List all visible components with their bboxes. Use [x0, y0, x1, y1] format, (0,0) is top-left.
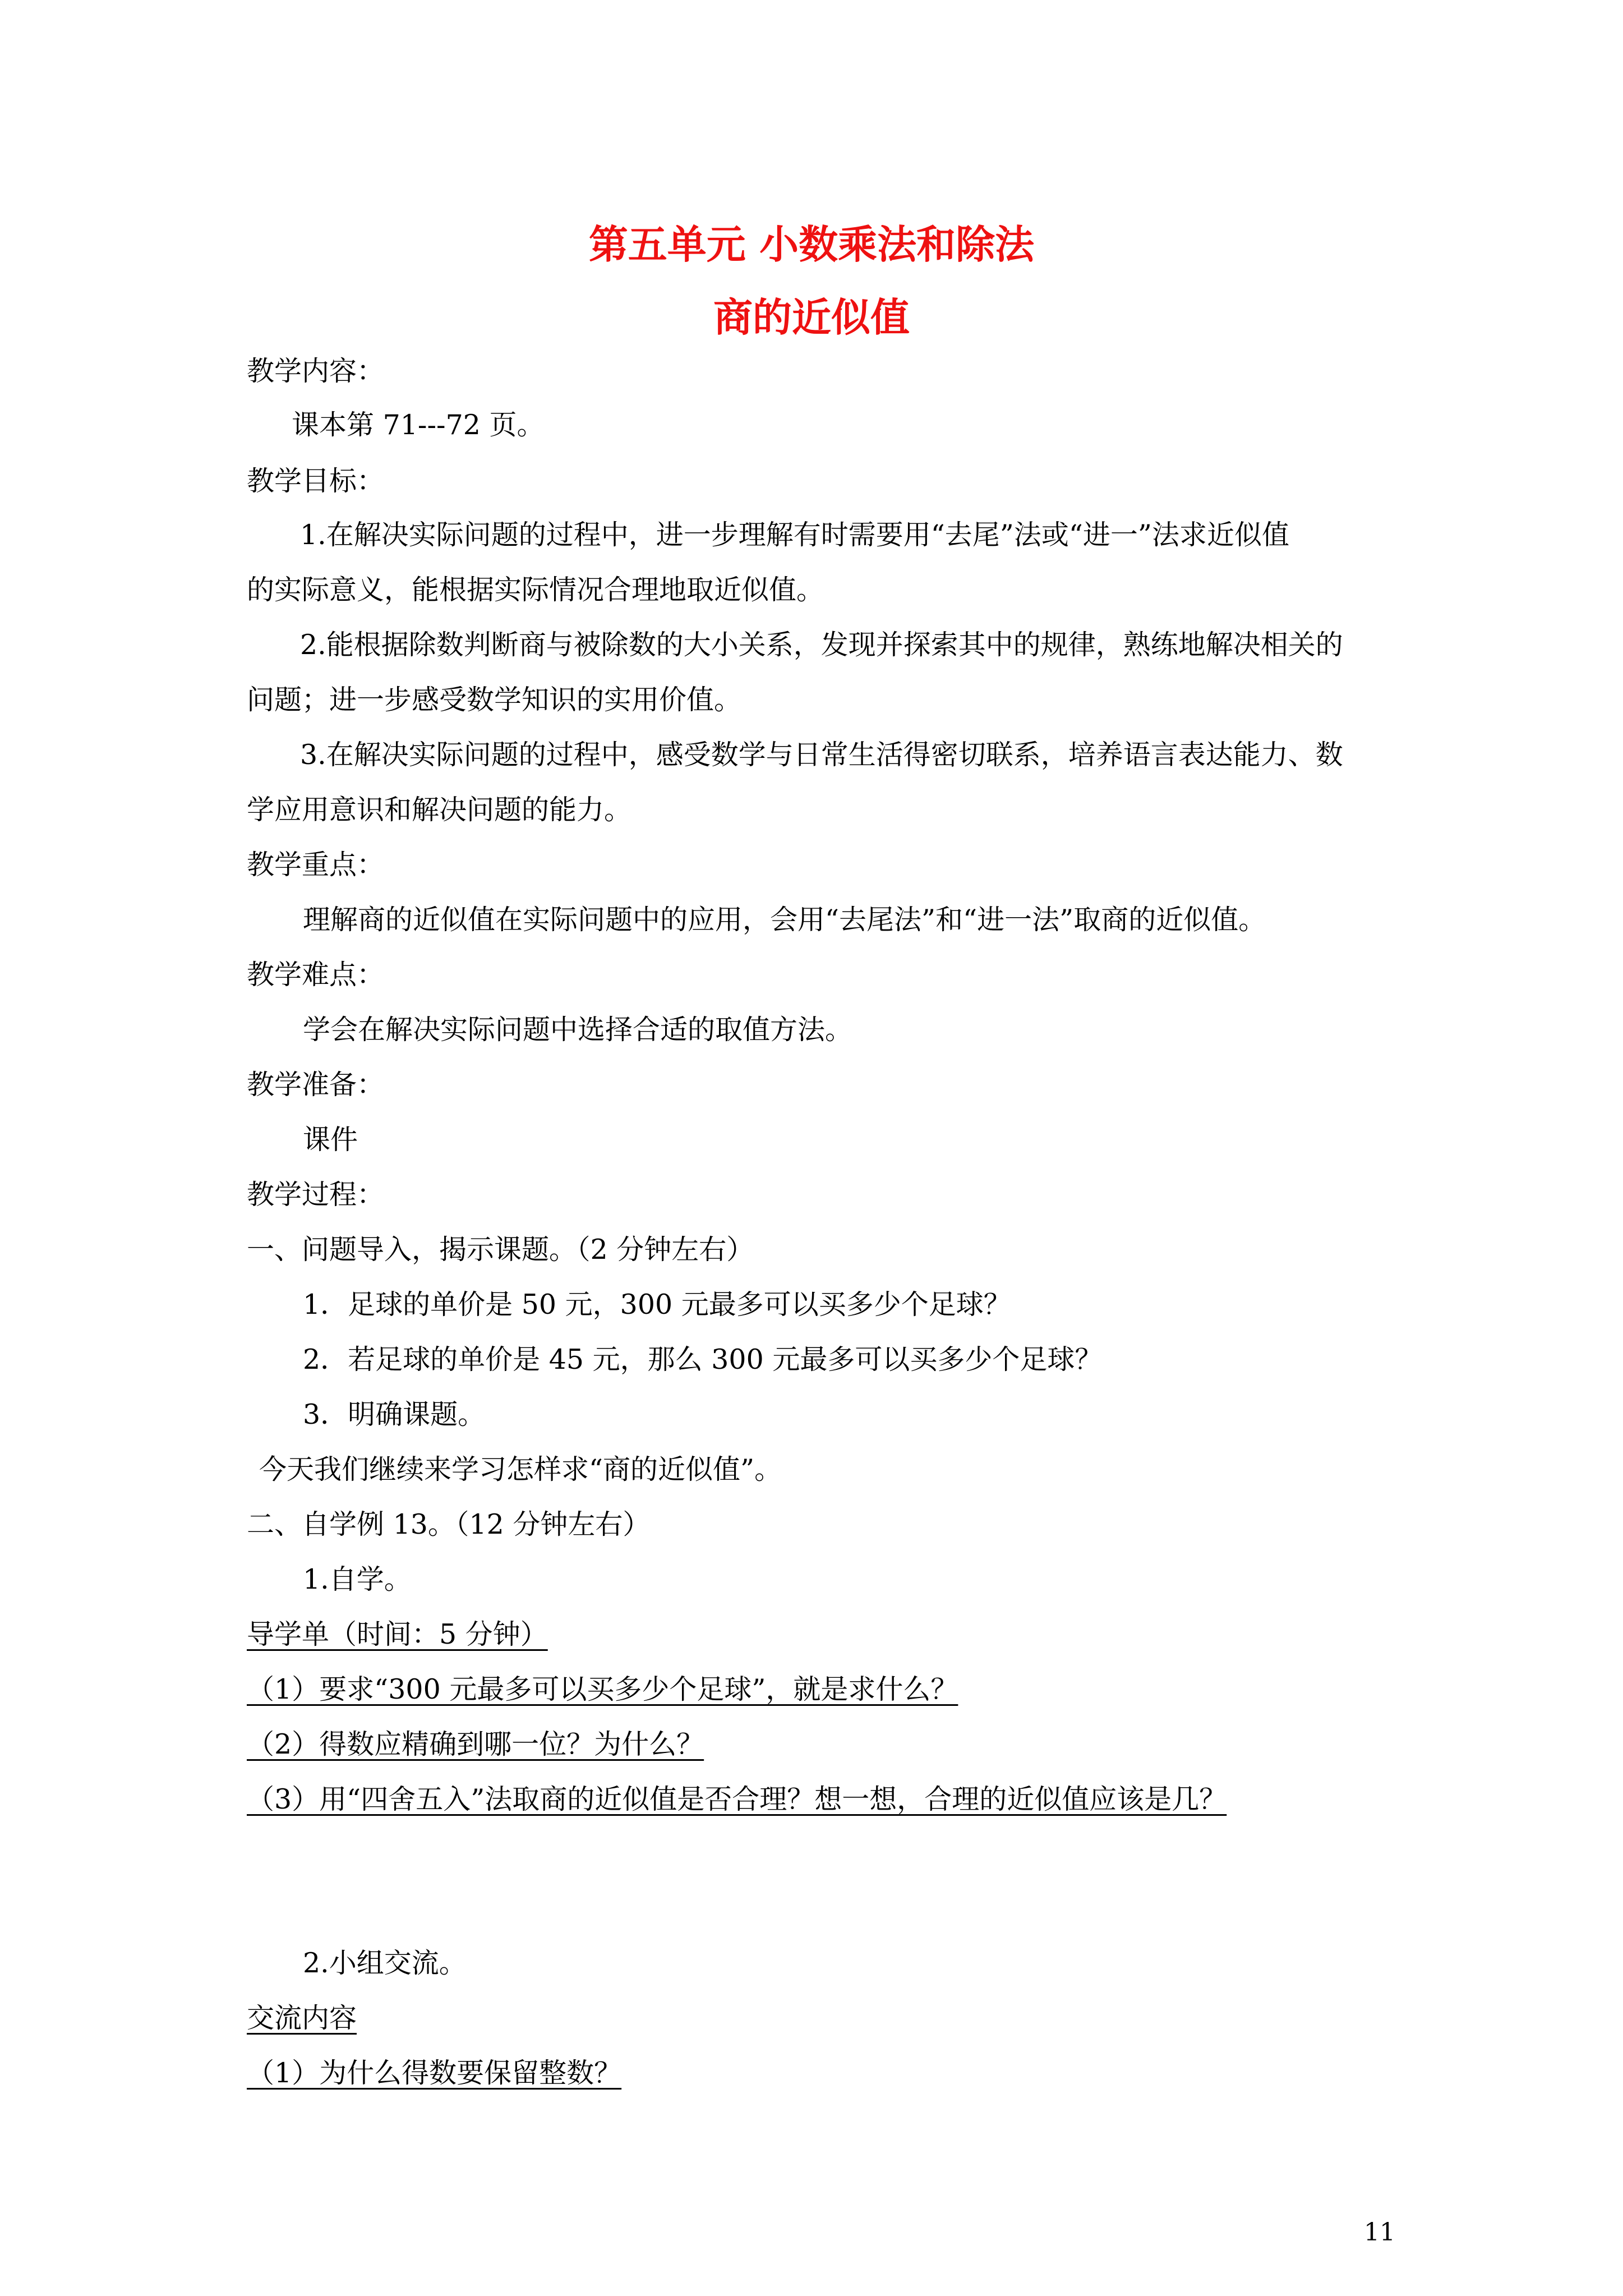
- step-2: 2.小组交流。: [303, 1947, 467, 1979]
- guide-question-2: （2）得数应精确到哪一位？为什么？: [247, 1728, 704, 1760]
- section-2-heading: 二、自学例 13。（12 分钟左右）: [247, 1508, 651, 1540]
- difficult-points-heading: 教学难点：: [247, 959, 385, 991]
- question-3: 3．明确课题。: [303, 1398, 486, 1430]
- intro-text: 今天我们继续来学习怎样求“商的近似值”。: [259, 1453, 782, 1485]
- exchange-title: 交流内容: [247, 2002, 357, 2034]
- goal-2-line-2: 问题；进一步感受数学知识的实用价值。: [247, 684, 742, 716]
- question-2: 2．若足球的单价是 45 元，那么 300 元最多可以买多少个足球？: [303, 1343, 1103, 1375]
- teaching-content-text: 课本第 71---72 页。: [292, 409, 545, 441]
- goal-3-line-1: 3.在解决实际问题的过程中，感受数学与日常生活得密切联系，培养语言表达能力、数: [300, 739, 1343, 771]
- unit-title: 第五单元 小数乘法和除法: [588, 221, 1035, 268]
- difficult-points-text: 学会在解决实际问题中选择合适的取值方法。: [303, 1014, 853, 1046]
- guide-question-3: （3）用“四舍五入”法取商的近似值是否合理？想一想，合理的近似值应该是几？: [247, 1783, 1227, 1815]
- goal-2-line-1: 2.能根据除数判断商与被除数的大小关系，发现并探索其中的规律，熟练地解决相关的: [300, 629, 1343, 661]
- goal-1-line-2: 的实际意义，能根据实际情况合理地取近似值。: [247, 574, 824, 606]
- key-points-text: 理解商的近似值在实际问题中的应用，会用“去尾法”和“进一法”取商的近似值。: [303, 904, 1266, 936]
- lesson-title: 商的近似值: [713, 294, 910, 341]
- goal-3-line-2: 学应用意识和解决问题的能力。: [247, 794, 632, 826]
- section-1-heading: 一、问题导入，揭示课题。（2 分钟左右）: [247, 1234, 754, 1266]
- guide-question-1: （1）要求“300 元最多可以买多少个足球”，就是求什么？: [247, 1673, 958, 1705]
- key-points-heading: 教学重点：: [247, 849, 385, 881]
- exchange-question-1: （1）为什么得数要保留整数？: [247, 2057, 622, 2089]
- teaching-content-heading: 教学内容：: [247, 355, 385, 387]
- preparation-heading: 教学准备：: [247, 1069, 385, 1101]
- question-1: 1．足球的单价是 50 元，300 元最多可以买多少个足球？: [303, 1289, 1011, 1320]
- page-number: 11: [1364, 2218, 1395, 2247]
- teaching-goals-heading: 教学目标：: [247, 465, 385, 497]
- goal-1-line-1: 1.在解决实际问题的过程中，进一步理解有时需要用“去尾”法或“进一”法求近似值: [300, 519, 1289, 551]
- process-heading: 教学过程：: [247, 1179, 385, 1211]
- preparation-text: 课件: [303, 1124, 358, 1156]
- step-1: 1.自学。: [303, 1563, 412, 1595]
- guide-sheet-title: 导学单（时间：5 分钟）: [247, 1618, 548, 1650]
